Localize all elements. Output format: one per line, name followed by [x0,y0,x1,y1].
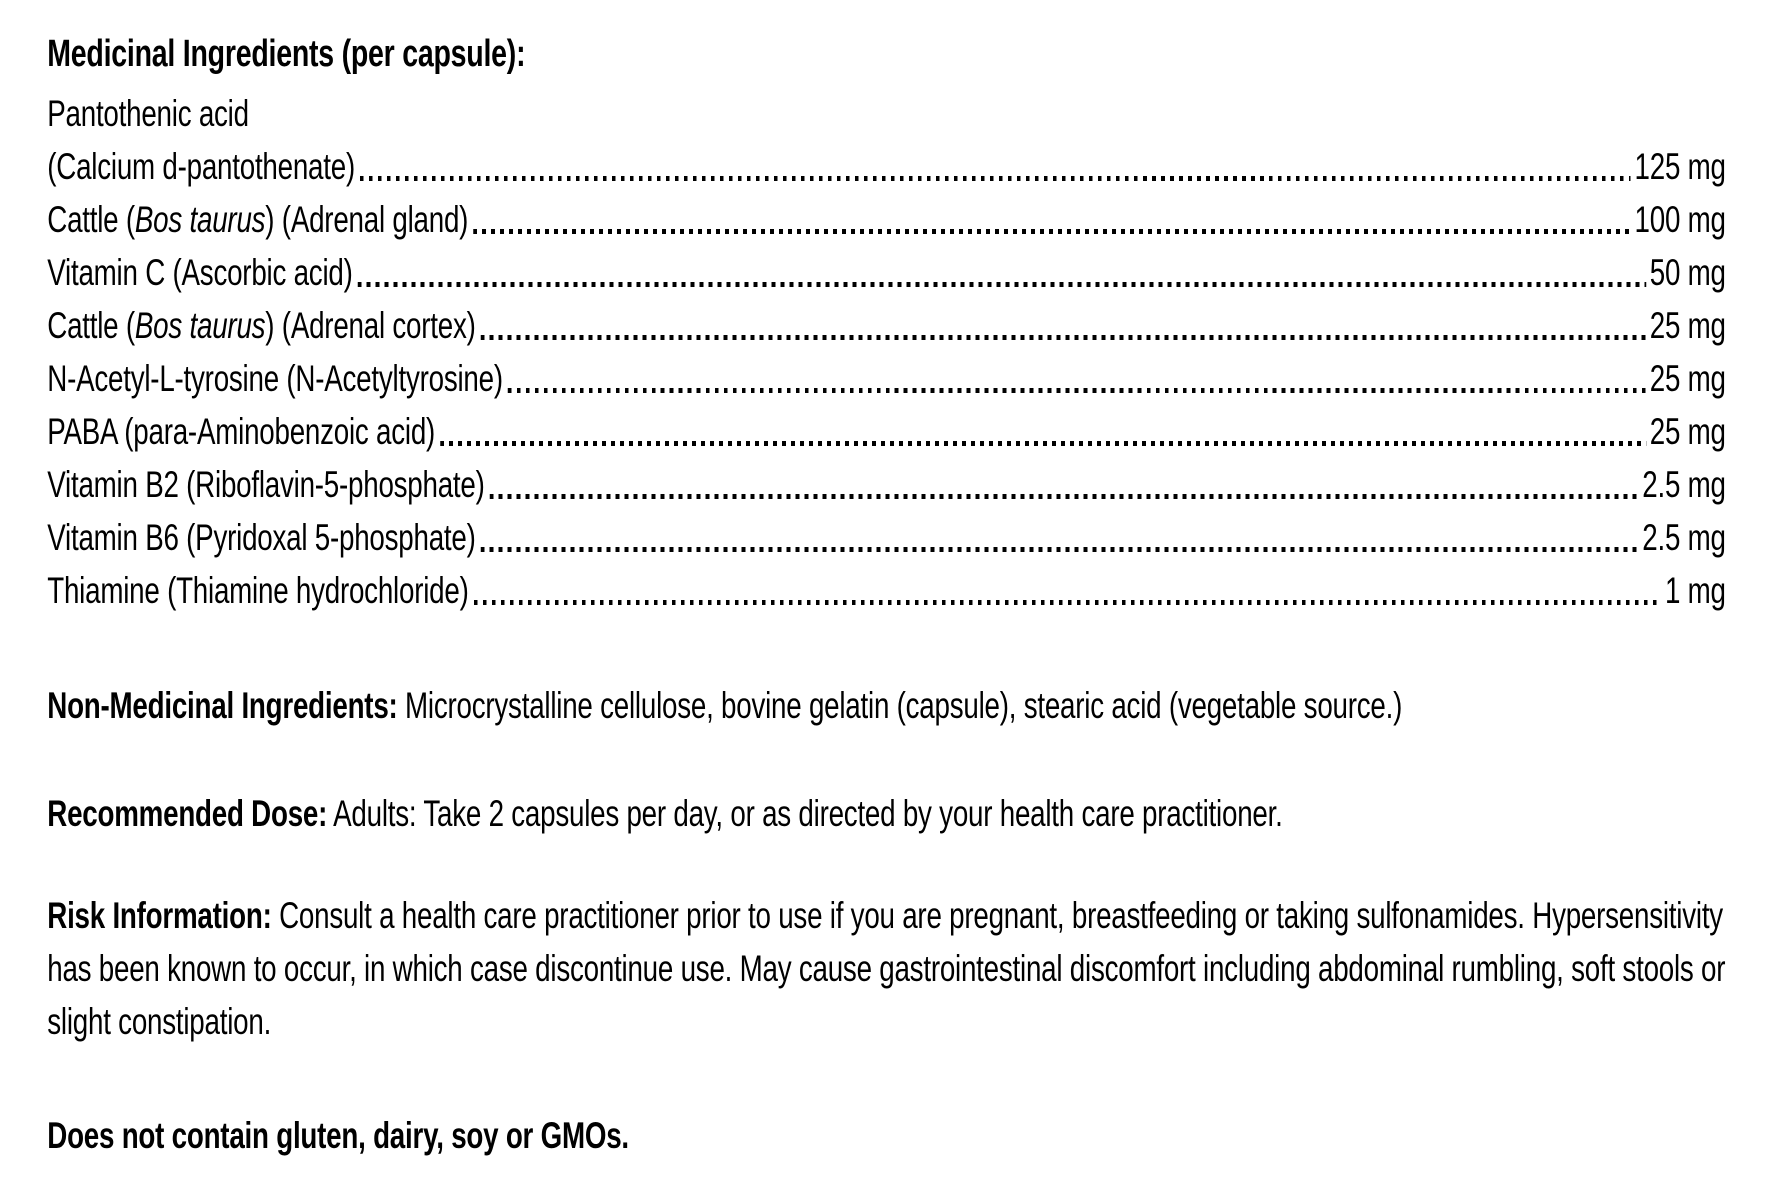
risk-information-text: Consult a health care practitioner prior to use if you are pregnant, breastfeeding or taking sulfonamides. Hypersensitivity has been known to occur, in which case discontinue use. May cause gastrointestinal discomfort including abdominal rumbling, soft stools or slight constipation. [47,895,1726,1042]
ingredient-name-text: ) (Adrenal gland) [265,199,469,240]
ingredient-amount: 2.5 mg [1642,464,1726,505]
ingredient-name-text: PABA (para-Aminobenzoic acid) [47,411,436,452]
contains-note: Does not contain gluten, dairy, soy or GMOs. [47,1115,629,1156]
ingredient-name-text: Vitamin B6 (Pyridoxal 5-phosphate) [47,517,476,558]
ingredient-amount: 25 mg [1649,305,1726,346]
ingredient-row [47,87,1726,140]
medicinal-ingredients-heading: Medicinal Ingredients (per capsule): [47,33,526,75]
recommended-dose-label: Recommended Dose: [47,793,328,834]
ingredient-amount: 1 mg [1664,570,1726,611]
ingredient-name [47,299,475,352]
ingredient-name-text: Thiamine (Thiamine hydrochloride) [47,570,469,611]
dot-leader [358,246,1646,299]
non-medicinal-label: Non-Medicinal Ingredients: [47,685,398,726]
non-medicinal-section [47,679,1726,732]
ingredient-row [47,405,1726,458]
ingredient-row [47,458,1726,511]
ingredient-name [47,564,468,617]
ingredient-name [47,193,468,246]
ingredient-row [47,564,1726,617]
ingredient-name [47,87,249,140]
ingredient-name [47,140,355,193]
ingredient-amount: 50 mg [1649,252,1726,293]
recommended-dose-section [47,787,1726,840]
dot-leader [508,352,1646,405]
ingredient-name-text: Cattle ( [47,305,135,346]
ingredient-name [47,405,435,458]
ingredient-amount: 2.5 mg [1642,517,1726,558]
medicinal-ingredients-list [47,87,1726,617]
dot-leader [473,193,1630,246]
ingredient-name-latin: Bos taurus [134,199,266,240]
ingredient-name-text: N-Acetyl-L-tyrosine (N-Acetyltyrosine) [47,358,503,399]
ingredient-row [47,352,1726,405]
risk-information-label: Risk Information: [47,895,272,936]
ingredient-name-text: Vitamin C (Ascorbic acid) [47,252,353,293]
recommended-dose-text: Adults: Take 2 capsules per day, or as directed by your health care practitioner. [333,793,1283,834]
dot-leader [490,458,1639,511]
ingredient-row [47,246,1726,299]
ingredient-name-text: Pantothenic acid [47,93,249,134]
ingredient-row [47,511,1726,564]
ingredient-amount: 25 mg [1649,411,1726,452]
ingredient-amount: 25 mg [1649,358,1726,399]
ingredient-row [47,193,1726,246]
ingredient-name-text: Vitamin B2 (Riboflavin-5-phosphate) [47,464,485,505]
ingredient-name [47,246,352,299]
ingredient-name [47,352,503,405]
ingredient-amount: 125 mg [1634,146,1726,187]
ingredient-name-text: ) (Adrenal cortex) [265,305,476,346]
dot-leader [474,564,1661,617]
risk-information-section [47,889,1726,1048]
dot-leader [440,405,1646,458]
ingredient-amount: 100 mg [1634,199,1726,240]
ingredient-name [47,458,484,511]
ingredient-name [47,511,475,564]
dot-leader [481,299,1646,352]
ingredient-row [47,140,1726,193]
ingredient-name-text: Cattle ( [47,199,135,240]
dot-leader [481,511,1639,564]
ingredient-name-latin: Bos taurus [134,305,266,346]
ingredient-name-text: (Calcium d-pantothenate) [47,146,355,187]
dot-leader [360,140,1631,193]
non-medicinal-text: Microcrystalline cellulose, bovine gelatin (capsule), stearic acid (vegetable source.) [405,685,1403,726]
ingredient-row [47,299,1726,352]
